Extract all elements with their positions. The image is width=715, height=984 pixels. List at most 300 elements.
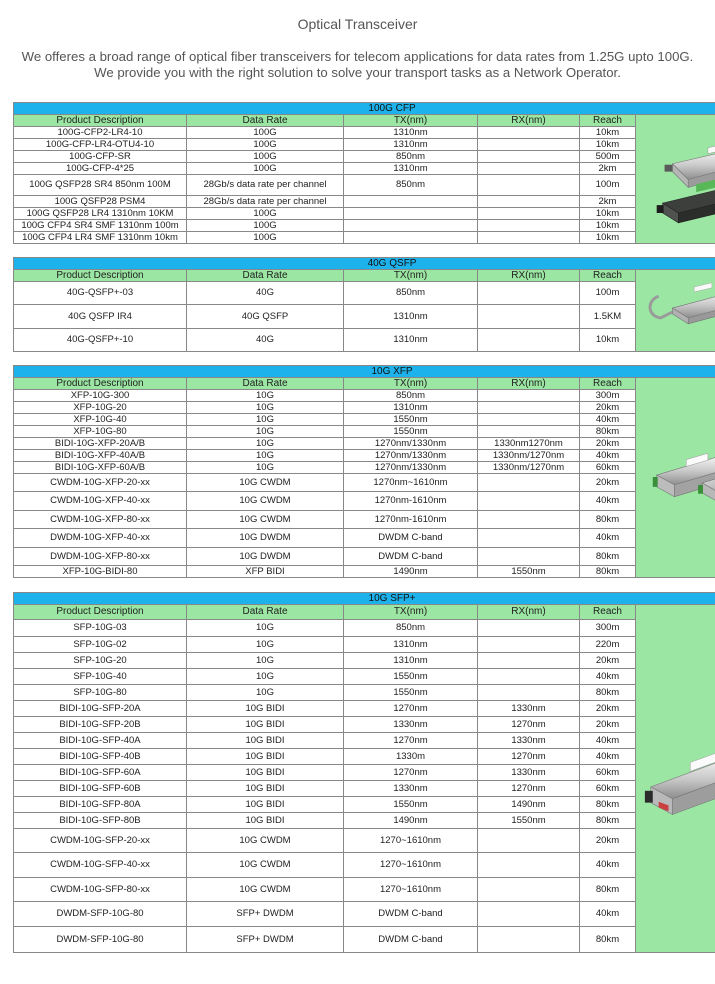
- cell-tx: 850nm: [344, 390, 478, 402]
- cell-reach: 500m: [580, 151, 636, 163]
- cell-tx: DWDM C-band: [344, 902, 478, 927]
- cell-tx: 1310nm: [344, 637, 478, 653]
- cell-tx: 1310nm: [344, 163, 478, 175]
- cell-reach: 80km: [580, 685, 636, 701]
- cell-tx: 1330m: [344, 749, 478, 765]
- cell-product: 100G QSFP28 PSM4: [14, 196, 187, 208]
- cell-rx: [478, 402, 580, 414]
- cell-rx: [478, 175, 580, 196]
- cell-rx: [478, 902, 580, 927]
- cell-rx: 1330nm/1270nm: [478, 450, 580, 462]
- cell-tx: 1490nm: [344, 566, 478, 578]
- cell-product: BIDI-10G-SFP-60A: [14, 765, 187, 781]
- table-row: [14, 853, 715, 878]
- table-row: [14, 139, 715, 151]
- cell-rx: [478, 548, 580, 566]
- column-header-rate: Data Rate: [187, 378, 344, 390]
- intro-line-2: We provide you with the right solution to solve your transport tasks as a Network Operator.: [94, 65, 621, 80]
- table-row: [14, 390, 715, 402]
- cell-reach: 20km: [580, 402, 636, 414]
- table-row: [14, 175, 715, 196]
- cell-rate: SFP+ DWDM: [187, 902, 344, 927]
- cell-product: SFP-10G-40: [14, 669, 187, 685]
- cell-rx: [478, 220, 580, 232]
- cell-rx: 1330nm: [478, 701, 580, 717]
- cell-rx: 1270nm: [478, 749, 580, 765]
- section-title-bar: [14, 103, 715, 115]
- cell-rx: [478, 305, 580, 329]
- cell-rx: [478, 151, 580, 163]
- cell-rate: 10G CWDM: [187, 878, 344, 902]
- cell-rx: [478, 196, 580, 208]
- cell-tx: 1310nm: [344, 653, 478, 669]
- cell-rx: [478, 426, 580, 438]
- table-row: [14, 232, 715, 244]
- cell-product: CWDM-10G-SFP-80-xx: [14, 878, 187, 902]
- cell-rx: [478, 329, 580, 352]
- cell-tx: 1550nm: [344, 414, 478, 426]
- column-header-product: Product Description: [14, 605, 187, 620]
- cell-product: SFP-10G-20: [14, 653, 187, 669]
- cell-tx: 1310nm: [344, 402, 478, 414]
- cell-reach: 40km: [580, 853, 636, 878]
- cell-reach: 300m: [580, 390, 636, 402]
- cell-rx: 1550nm: [478, 813, 580, 829]
- table-row: [14, 797, 715, 813]
- cell-rate: 10G: [187, 426, 344, 438]
- cell-rate: 10G: [187, 390, 344, 402]
- cell-rate: 10G BIDI: [187, 797, 344, 813]
- cell-reach: 2km: [580, 196, 636, 208]
- cell-tx: 1310nm: [344, 329, 478, 352]
- cell-rate: XFP BIDI: [187, 566, 344, 578]
- column-header-rx: RX(nm): [478, 115, 580, 127]
- cell-product: BIDI-10G-SFP-80A: [14, 797, 187, 813]
- cell-tx: [344, 196, 478, 208]
- cell-rx: [478, 232, 580, 244]
- cell-rx: [478, 414, 580, 426]
- cell-tx: 1270nm/1330nm: [344, 438, 478, 450]
- cell-rx: [478, 853, 580, 878]
- cell-product: BIDI-10G-SFP-20B: [14, 717, 187, 733]
- column-header-tx: TX(nm): [344, 115, 478, 127]
- table-row: [14, 813, 715, 829]
- cell-rate: 28Gb/s data rate per channel: [187, 175, 344, 196]
- cell-product: XFP-10G-80: [14, 426, 187, 438]
- section-title-bar: [14, 258, 715, 270]
- cell-rate: 10G: [187, 402, 344, 414]
- cell-rx: 1270nm: [478, 781, 580, 797]
- cell-product: BIDI-10G-XFP-60A/B: [14, 462, 187, 474]
- table-row: [14, 733, 715, 749]
- cell-rate: 100G: [187, 220, 344, 232]
- cell-product: DWDM-10G-XFP-40-xx: [14, 529, 187, 548]
- cell-tx: DWDM C-band: [344, 927, 478, 953]
- cell-tx: 1270nm: [344, 733, 478, 749]
- table-row: [14, 902, 715, 927]
- header-row: [14, 605, 715, 620]
- cell-product: 40G QSFP IR4: [14, 305, 187, 329]
- table-row: [14, 329, 715, 352]
- table-row: [14, 450, 715, 462]
- cell-reach: 20km: [580, 829, 636, 853]
- cell-rate: 100G: [187, 127, 344, 139]
- cell-product: 100G CFP4 LR4 SMF 1310nm 10km: [14, 232, 187, 244]
- cell-tx: 1270nm-1610nm: [344, 492, 478, 511]
- cell-reach: 10km: [580, 220, 636, 232]
- cell-rate: 100G: [187, 232, 344, 244]
- table-row: [14, 196, 715, 208]
- cell-tx: 1330nm: [344, 781, 478, 797]
- cell-rate: 10G: [187, 620, 344, 637]
- table-row: [14, 701, 715, 717]
- cell-rate: 28Gb/s data rate per channel: [187, 196, 344, 208]
- cell-rate: 40G: [187, 329, 344, 352]
- cell-reach: 20km: [580, 701, 636, 717]
- section-table: [13, 365, 715, 578]
- cell-rx: 1330nm: [478, 765, 580, 781]
- column-header-tx: TX(nm): [344, 605, 478, 620]
- cell-reach: 40km: [580, 902, 636, 927]
- cell-rx: [478, 282, 580, 305]
- cell-rate: 10G CWDM: [187, 829, 344, 853]
- cell-reach: 80km: [580, 797, 636, 813]
- cell-product: BIDI-10G-XFP-40A/B: [14, 450, 187, 462]
- cell-rate: 10G: [187, 450, 344, 462]
- cell-rx: [478, 653, 580, 669]
- column-header-tx: TX(nm): [344, 270, 478, 282]
- cell-tx: 1270nm/1330nm: [344, 462, 478, 474]
- cell-product: XFP-10G-20: [14, 402, 187, 414]
- cell-product: BIDI-10G-SFP-40A: [14, 733, 187, 749]
- cell-rx: [478, 390, 580, 402]
- cell-rx: [478, 127, 580, 139]
- table-row: [14, 402, 715, 414]
- cell-product: SFP-10G-80: [14, 685, 187, 701]
- cell-rx: 1270nm: [478, 717, 580, 733]
- section-title: 10G SFP+: [14, 593, 715, 605]
- cell-reach: 100m: [580, 282, 636, 305]
- cell-rate: 10G: [187, 669, 344, 685]
- table-row: [14, 151, 715, 163]
- cell-tx: 1270nm/1330nm: [344, 450, 478, 462]
- cell-reach: 300m: [580, 620, 636, 637]
- cell-reach: 80km: [580, 548, 636, 566]
- column-header-reach: Reach: [580, 378, 636, 390]
- cell-reach: 10km: [580, 329, 636, 352]
- cell-product: DWDM-SFP-10G-80: [14, 902, 187, 927]
- table-row: [14, 462, 715, 474]
- cell-rx: [478, 492, 580, 511]
- cell-reach: 10km: [580, 127, 636, 139]
- cell-reach: 80km: [580, 566, 636, 578]
- table-row: [14, 669, 715, 685]
- cell-rate: 10G BIDI: [187, 701, 344, 717]
- cell-reach: 2km: [580, 163, 636, 175]
- table-row: [14, 474, 715, 492]
- section-table: [13, 592, 715, 953]
- cell-reach: 80km: [580, 927, 636, 953]
- table-row: [14, 749, 715, 765]
- cell-reach: 60km: [580, 781, 636, 797]
- cell-reach: 80km: [580, 878, 636, 902]
- cell-rate: 10G: [187, 462, 344, 474]
- table-row: [14, 717, 715, 733]
- cell-tx: [344, 232, 478, 244]
- cell-reach: 1.5KM: [580, 305, 636, 329]
- cell-reach: 40km: [580, 733, 636, 749]
- cell-product: 100G-CFP-LR4-OTU4-10: [14, 139, 187, 151]
- cell-tx: [344, 220, 478, 232]
- cell-rx: [478, 474, 580, 492]
- cell-rx: [478, 511, 580, 529]
- intro-line-1: We offeres a broad range of optical fiber transceivers for telecom applications for data rates from 1.25G upto 100G.: [21, 49, 694, 64]
- qsfp-module-photo-icon: [636, 270, 715, 352]
- cell-rx: [478, 829, 580, 853]
- cell-rate: 10G BIDI: [187, 813, 344, 829]
- table-row: [14, 927, 715, 953]
- cell-product: DWDM-10G-XFP-80-xx: [14, 548, 187, 566]
- column-header-reach: Reach: [580, 115, 636, 127]
- column-header-rate: Data Rate: [187, 115, 344, 127]
- cell-product: 100G-CFP2-LR4-10: [14, 127, 187, 139]
- cell-product: 100G QSFP28 LR4 1310nm 10KM: [14, 208, 187, 220]
- page-title: Optical Transceiver: [297, 16, 418, 32]
- cell-rx: [478, 685, 580, 701]
- cell-product: 100G-CFP-SR: [14, 151, 187, 163]
- table-row: [14, 305, 715, 329]
- cell-rate: 10G BIDI: [187, 717, 344, 733]
- cell-product: CWDM-10G-SFP-40-xx: [14, 853, 187, 878]
- cell-reach: 20km: [580, 474, 636, 492]
- cell-tx: 1550nm: [344, 797, 478, 813]
- cell-product: BIDI-10G-SFP-60B: [14, 781, 187, 797]
- cell-reach: 10km: [580, 232, 636, 244]
- column-header-tx: TX(nm): [344, 378, 478, 390]
- cell-rate: 40G QSFP: [187, 305, 344, 329]
- header-row: [14, 270, 715, 282]
- table-row: [14, 566, 715, 578]
- cell-tx: 1270~1610nm: [344, 829, 478, 853]
- cell-rx: [478, 208, 580, 220]
- cell-tx: 1270nm-1610nm: [344, 511, 478, 529]
- column-header-reach: Reach: [580, 605, 636, 620]
- table-row: [14, 208, 715, 220]
- table-row: [14, 438, 715, 450]
- cell-product: SFP-10G-03: [14, 620, 187, 637]
- cell-rate: 10G: [187, 653, 344, 669]
- column-header-rate: Data Rate: [187, 270, 344, 282]
- cell-rate: 100G: [187, 208, 344, 220]
- cell-rx: 1550nm: [478, 566, 580, 578]
- cell-tx: 1310nm: [344, 127, 478, 139]
- section-title-bar: [14, 366, 715, 378]
- sfp-plus-module-photo-icon: [636, 605, 715, 953]
- cell-tx: 1490nm: [344, 813, 478, 829]
- cell-reach: 60km: [580, 765, 636, 781]
- cell-product: 100G CFP4 SR4 SMF 1310nm 100m: [14, 220, 187, 232]
- table-row: [14, 653, 715, 669]
- cell-tx: 850nm: [344, 620, 478, 637]
- cell-reach: 220m: [580, 637, 636, 653]
- cell-rx: 1490nm: [478, 797, 580, 813]
- column-header-product: Product Description: [14, 378, 187, 390]
- cell-rx: 1330nm1270nm: [478, 438, 580, 450]
- cell-reach: 80km: [580, 511, 636, 529]
- cell-tx: 850nm: [344, 175, 478, 196]
- cell-reach: 40km: [580, 749, 636, 765]
- cell-reach: 40km: [580, 492, 636, 511]
- cell-rate: 100G: [187, 139, 344, 151]
- cell-tx: DWDM C-band: [344, 529, 478, 548]
- cell-tx: 1270~1610nm: [344, 853, 478, 878]
- cell-product: 40G-QSFP+-03: [14, 282, 187, 305]
- cell-product: SFP-10G-02: [14, 637, 187, 653]
- cell-product: 40G-QSFP+-10: [14, 329, 187, 352]
- cell-tx: [344, 208, 478, 220]
- cell-product: 100G-CFP-4*25: [14, 163, 187, 175]
- cell-rate: 10G BIDI: [187, 765, 344, 781]
- cell-rx: [478, 163, 580, 175]
- cell-reach: 80km: [580, 813, 636, 829]
- cell-rx: 1330nm/1270nm: [478, 462, 580, 474]
- section-table: [13, 102, 715, 244]
- cell-rate: 10G CWDM: [187, 492, 344, 511]
- cell-product: CWDM-10G-XFP-80-xx: [14, 511, 187, 529]
- table-row: [14, 282, 715, 305]
- intro-text: [0, 49, 715, 81]
- cell-tx: 1310nm: [344, 305, 478, 329]
- cell-rx: [478, 878, 580, 902]
- cell-tx: 850nm: [344, 151, 478, 163]
- table-row: [14, 414, 715, 426]
- cell-rx: [478, 637, 580, 653]
- cell-product: CWDM-10G-XFP-40-xx: [14, 492, 187, 511]
- cell-rate: 10G BIDI: [187, 749, 344, 765]
- column-header-rate: Data Rate: [187, 605, 344, 620]
- header-row: [14, 115, 715, 127]
- cell-reach: 10km: [580, 139, 636, 151]
- cell-tx: 1270~1610nm: [344, 878, 478, 902]
- column-header-product: Product Description: [14, 270, 187, 282]
- cell-product: BIDI-10G-SFP-20A: [14, 701, 187, 717]
- cell-product: XFP-10G-BIDI-80: [14, 566, 187, 578]
- column-header-rx: RX(nm): [478, 605, 580, 620]
- column-header-product: Product Description: [14, 115, 187, 127]
- cell-rx: [478, 139, 580, 151]
- cfp-module-photo-icon: [636, 115, 715, 244]
- cell-product: DWDM-SFP-10G-80: [14, 927, 187, 953]
- table-row: [14, 685, 715, 701]
- cell-rate: 100G: [187, 163, 344, 175]
- cell-rate: 10G: [187, 438, 344, 450]
- cell-rate: 10G CWDM: [187, 853, 344, 878]
- cell-product: BIDI-10G-SFP-80B: [14, 813, 187, 829]
- table-row: [14, 492, 715, 511]
- cell-rx: [478, 927, 580, 953]
- section-title: 100G CFP: [14, 103, 715, 115]
- table-row: [14, 426, 715, 438]
- cell-reach: 20km: [580, 653, 636, 669]
- section-title: 10G XFP: [14, 366, 715, 378]
- cell-reach: 60km: [580, 462, 636, 474]
- cell-tx: 1270nm: [344, 765, 478, 781]
- cell-tx: 1550nm: [344, 426, 478, 438]
- cell-rate: SFP+ DWDM: [187, 927, 344, 953]
- cell-rate: 10G: [187, 637, 344, 653]
- cell-rate: 10G DWDM: [187, 529, 344, 548]
- cell-tx: DWDM C-band: [344, 548, 478, 566]
- cell-tx: 850nm: [344, 282, 478, 305]
- table-row: [14, 529, 715, 548]
- xfp-module-photo-icon: [636, 378, 715, 578]
- table-row: [14, 127, 715, 139]
- column-header-rx: RX(nm): [478, 270, 580, 282]
- cell-rx: [478, 669, 580, 685]
- table-row: [14, 765, 715, 781]
- cell-product: 100G QSFP28 SR4 850nm 100M: [14, 175, 187, 196]
- cell-rate: 10G DWDM: [187, 548, 344, 566]
- table-row: [14, 620, 715, 637]
- cell-rate: 10G: [187, 414, 344, 426]
- section-title-bar: [14, 593, 715, 605]
- cell-tx: 1330nm: [344, 717, 478, 733]
- cell-reach: 10km: [580, 208, 636, 220]
- cell-product: CWDM-10G-SFP-20-xx: [14, 829, 187, 853]
- table-row: [14, 637, 715, 653]
- cell-tx: 1310nm: [344, 139, 478, 151]
- cell-reach: 40km: [580, 529, 636, 548]
- cell-rx: 1330nm: [478, 733, 580, 749]
- section-title: 40G QSFP: [14, 258, 715, 270]
- table-row: [14, 220, 715, 232]
- section-table: [13, 257, 715, 352]
- cell-rx: [478, 529, 580, 548]
- cell-tx: 1270nm~1610nm: [344, 474, 478, 492]
- cell-reach: 40km: [580, 450, 636, 462]
- cell-reach: 40km: [580, 669, 636, 685]
- table-row: [14, 829, 715, 853]
- cell-reach: 20km: [580, 438, 636, 450]
- cell-product: XFP-10G-40: [14, 414, 187, 426]
- cell-product: XFP-10G-300: [14, 390, 187, 402]
- column-header-reach: Reach: [580, 270, 636, 282]
- cell-reach: 80km: [580, 426, 636, 438]
- table-row: [14, 781, 715, 797]
- cell-tx: 1550nm: [344, 685, 478, 701]
- table-row: [14, 548, 715, 566]
- cell-reach: 40km: [580, 414, 636, 426]
- header-row: [14, 378, 715, 390]
- cell-product: BIDI-10G-SFP-40B: [14, 749, 187, 765]
- cell-rx: [478, 620, 580, 637]
- cell-rate: 40G: [187, 282, 344, 305]
- cell-rate: 10G: [187, 685, 344, 701]
- cell-reach: 100m: [580, 175, 636, 196]
- table-row: [14, 163, 715, 175]
- cell-product: CWDM-10G-XFP-20-xx: [14, 474, 187, 492]
- cell-rate: 100G: [187, 151, 344, 163]
- cell-tx: 1550nm: [344, 669, 478, 685]
- column-header-rx: RX(nm): [478, 378, 580, 390]
- cell-rate: 10G BIDI: [187, 781, 344, 797]
- table-row: [14, 511, 715, 529]
- cell-tx: 1270nm: [344, 701, 478, 717]
- cell-product: BIDI-10G-XFP-20A/B: [14, 438, 187, 450]
- cell-reach: 20km: [580, 717, 636, 733]
- cell-rate: 10G CWDM: [187, 511, 344, 529]
- cell-rate: 10G CWDM: [187, 474, 344, 492]
